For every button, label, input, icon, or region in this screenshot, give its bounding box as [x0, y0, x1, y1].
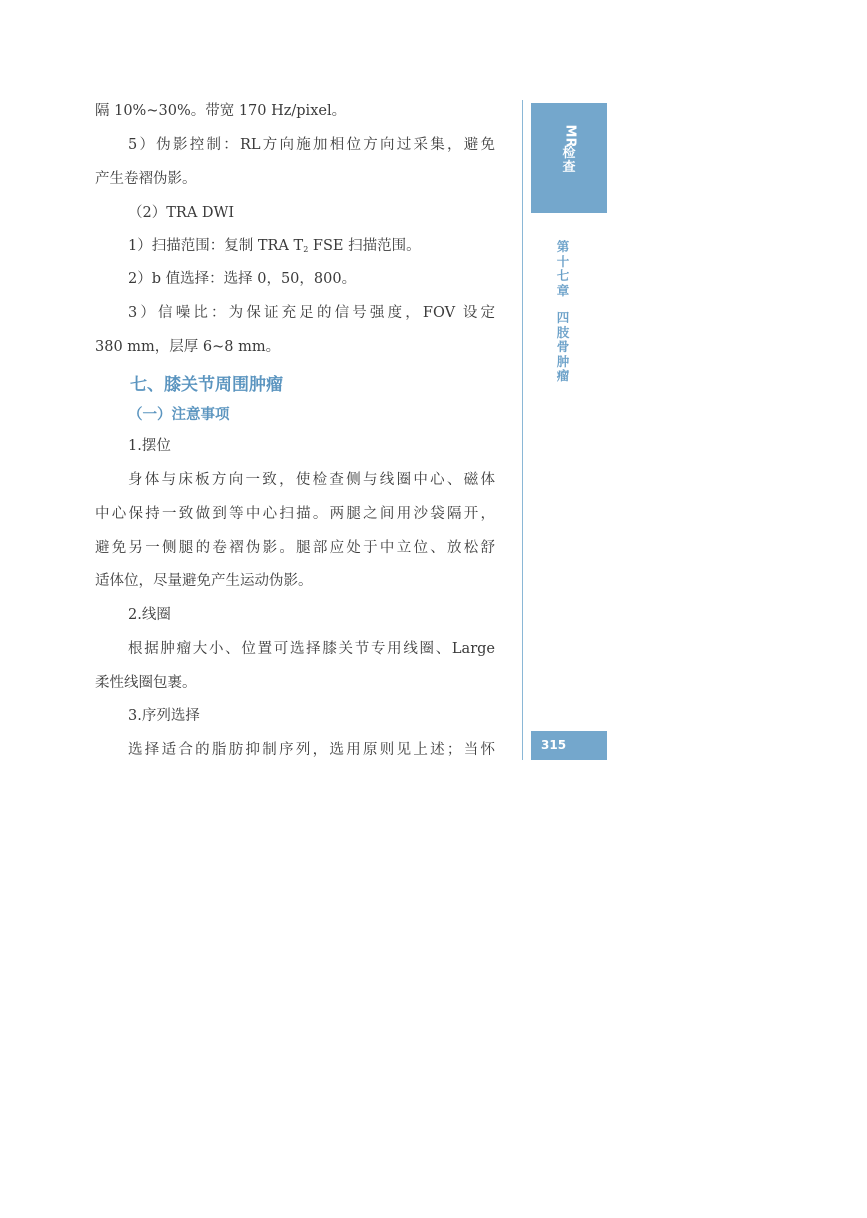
text-line: 1.摆位 — [128, 438, 171, 454]
chapter-char: 肿 — [556, 353, 570, 369]
text-line: （2）TRA DWI — [128, 205, 235, 221]
chapter-char: 十 — [556, 253, 570, 269]
text-line: 隔 10%~30%。带宽 170 Hz/pixel。 — [95, 103, 347, 119]
text-line: 中心保持一致做到等中心扫描。两腿之间用沙袋隔开， — [95, 506, 495, 522]
text-line: 身体与床板方向一致，使检查侧与线圈中心、磁体 — [128, 472, 495, 488]
margin-divider — [522, 100, 523, 760]
text-line: 3.序列选择 — [128, 708, 200, 724]
chapter-char: 肢 — [556, 324, 570, 340]
section-tab-label — [531, 124, 607, 175]
text-line: 2.线圈 — [128, 607, 171, 623]
section-tab — [531, 103, 607, 213]
subscript: 2 — [303, 245, 309, 254]
section-heading: 七、膝关节周围肿瘤 — [130, 375, 283, 395]
chapter-char: 四 — [556, 310, 570, 325]
chapter-char: 瘤 — [556, 368, 570, 383]
text-line: 2）b 值选择：选择 0，50，800。 — [128, 271, 357, 287]
text-line: 选择适合的脂肪抑制序列，选用原则见上述；当怀 — [128, 742, 495, 758]
text-line: 根据肿瘤大小、位置可选择膝关节专用线圈、Large — [128, 641, 495, 657]
chapter-char: 章 — [556, 282, 570, 298]
tab-char: 检 — [562, 146, 576, 161]
text-span: 1）扫描范围：复制 TRA T — [128, 238, 304, 254]
chapter-char: 骨 — [556, 339, 570, 354]
page-number: 315 — [531, 731, 607, 760]
tab-char: 查 — [562, 160, 576, 175]
text-span: FSE 扫描范围。 — [308, 238, 421, 254]
subheading: （一）注意事项 — [128, 407, 230, 423]
text-line: 适体位，尽量避免产生运动伪影。 — [95, 573, 313, 589]
chapter-char: 第 — [556, 239, 570, 254]
text-line: 3）信噪比：为保证充足的信号强度，FOV 设定 — [128, 305, 495, 321]
text-line: 380 mm，层厚 6~8 mm。 — [95, 339, 281, 355]
chapter-label — [553, 240, 573, 384]
tab-mr: MR — [561, 124, 577, 148]
text-line: 产生卷褶伪影。 — [95, 171, 197, 187]
text-line: 柔性线圈包裹。 — [95, 675, 197, 691]
text-line: 5）伪影控制：RL方向施加相位方向过采集，避免 — [128, 137, 495, 153]
text-line: 避免另一侧腿的卷褶伪影。腿部应处于中立位、放松舒 — [95, 540, 495, 556]
text-line — [95, 235, 495, 261]
chapter-char: 七 — [556, 268, 570, 283]
